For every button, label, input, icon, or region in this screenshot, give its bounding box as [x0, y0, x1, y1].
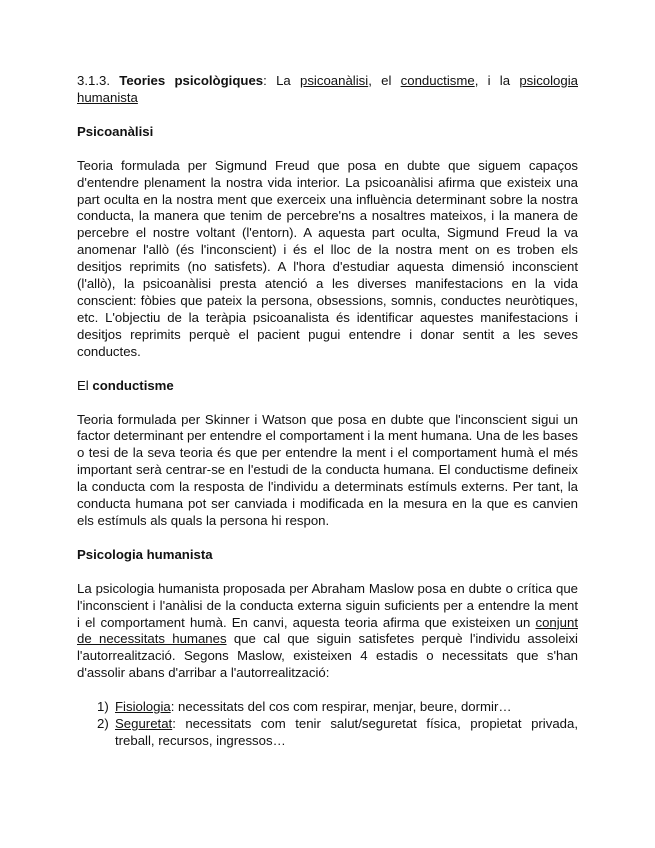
paragraph-conductisme: Teoria formulada per Skinner i Watson que posa en dubte que l'inconscient sigui un factor determinant per entendre el comportament i la ment humana. Una de les bases o tesi de la seva teoria és que per entendre la ment i el comportament humà el més important serà centrar-se en l'estudi de la conducta humana. El conductisme defineix la conducta com la resposta de l'individu a determinats estímuls externs. Per tant, la conducta humana pot ser canviada i modificada en la mesura en la que es canvien els estímuls als quals la persona hi respon.	[77, 411, 578, 528]
paragraph-humanista	[77, 581, 578, 682]
section-title	[77, 73, 578, 107]
humanista-text-after: que cal que siguin satisfetes perquè l'individu assoleixi l'autorrealització. Segons Maslow, existeixen 4 estadis o necessitats que s'han d'assolir abans d'arribar a l'autorrealització:	[77, 631, 578, 681]
link-psicoanalisi[interactable]: psicoanàlisi	[300, 73, 369, 88]
title-text-3: , i la	[474, 73, 511, 88]
list-item	[77, 716, 578, 750]
section-label: Teories psicològiques	[119, 73, 264, 88]
list-item-number: 2)	[97, 716, 109, 732]
heading-psicologia-humanista	[77, 547, 578, 564]
title-text-1: La	[276, 73, 291, 88]
list-item-text: : necessitats del cos com respirar, menjar, beure, dormir…	[170, 699, 512, 715]
link-fisiologia[interactable]: Fisiologia	[115, 699, 171, 715]
humanista-text-before: La psicologia humanista proposada per Abraham Maslow posa en dubte o crítica que l'inconscient i l'anàlisi de la conducta externa siguin suficients per a entendre la ment i el comportament humà. En canvi, aquesta teoria afirma que existeixen un	[77, 580, 578, 630]
list-item-text: : necessitats com tenir salut/seguretat física, propietat privada, treball, recursos, ingressos…	[115, 716, 578, 748]
link-psicologia-humanista[interactable]: psicologia humanista	[77, 73, 578, 105]
heading-conductisme	[77, 378, 578, 395]
heading-conductisme-prefix: El	[77, 377, 89, 393]
section-number: 3.1.3.	[77, 73, 110, 88]
link-seguretat[interactable]: Seguretat	[115, 716, 173, 732]
heading-psicoanalisi-text: Psicoanàlisi	[77, 123, 154, 139]
heading-humanista-text: Psicologia humanista	[77, 546, 213, 562]
paragraph-psicoanalisi: Teoria formulada per Sigmund Freud que posa en dubte que siguem capaços d'entendre plenament la nostra vida interior. La psicoanàlisi afirma que existeix una part oculta en la nostra ment que exerceix una influència determinant sobre la nostra conducta, la manera que tenim de percebre'ns a nosaltres mateixos, i la manera de percebre el nostre voltant (l'entorn). A aquesta part oculta, Sigmund Freud la va anomenar l'allò (és l'inconscient) i és el lloc de la nostra ment on es troben els desitjos reprimits (no satisfets). A l'hora d'estudiar aquesta dimensió inconscient (l'allò), la psicoanàlisi presta atenció a les diverses manifestacions en la vida conscient: fòbies que pateix la persona, obsessions, somnis, conductes neuròtiques, etc. L'objectiu de la teràpia psicoanalista és identificar aquestes manifestacions i desitjos reprimits perquè el pacient pugui entendre i donar sentit a les seves conductes.	[77, 157, 578, 359]
list-item-number: 1)	[97, 699, 109, 715]
heading-psicoanalisi	[77, 124, 578, 141]
needs-list	[77, 699, 578, 750]
link-conductisme[interactable]: conductisme	[400, 73, 475, 88]
title-text-2: , el	[368, 73, 392, 88]
list-item	[77, 699, 578, 716]
document-page	[77, 73, 578, 750]
heading-conductisme-text: conductisme	[92, 377, 174, 393]
link-conjunt-necessitats[interactable]: conjunt de necessitats humanes	[77, 614, 578, 647]
title-colon: :	[263, 73, 267, 88]
